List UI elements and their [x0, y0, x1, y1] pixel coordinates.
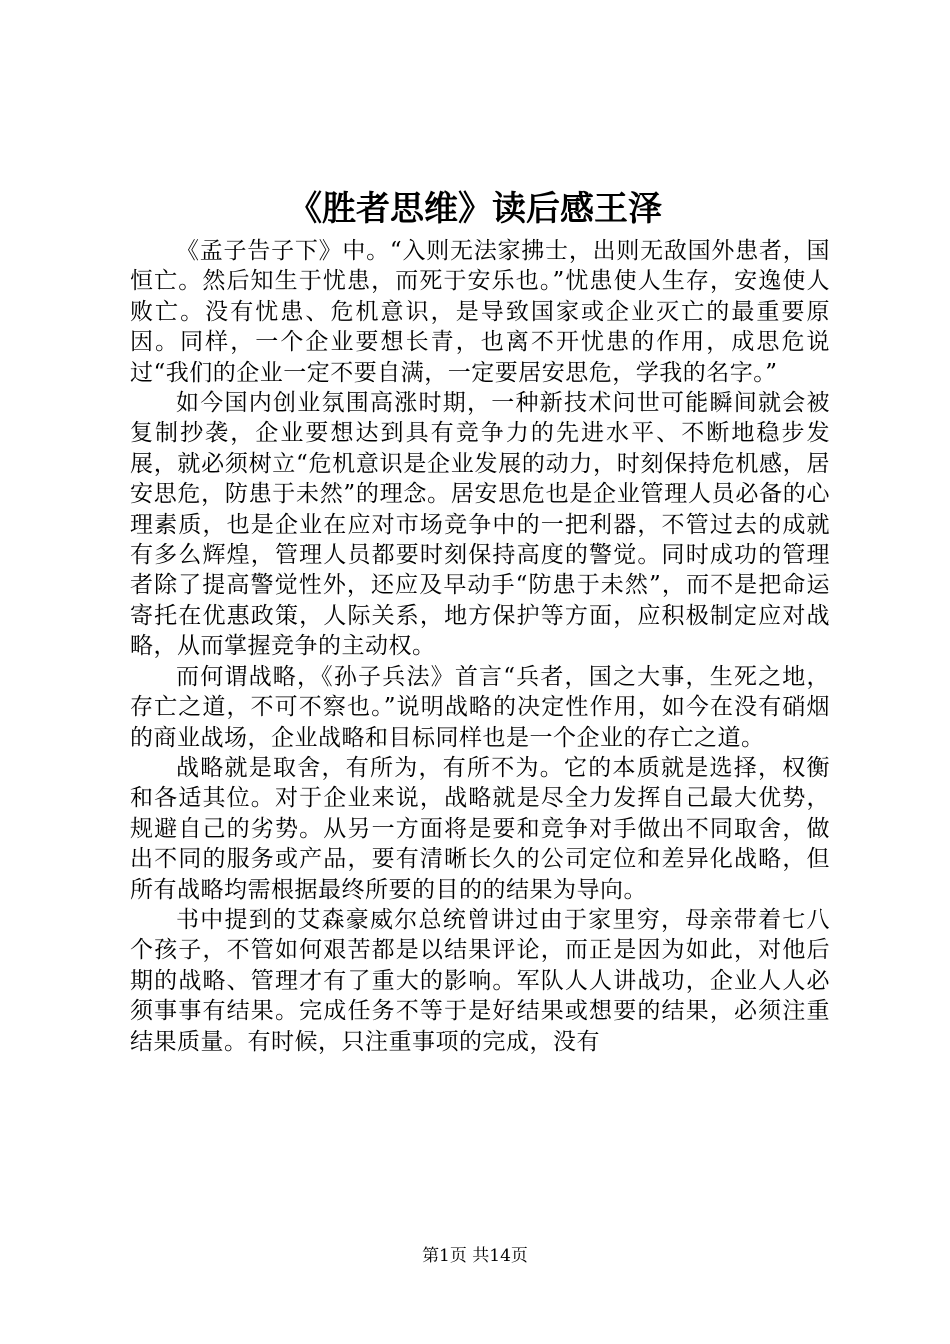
paragraph: 书中提到的艾森豪威尔总统曾讲过由于家里穷，母亲带着七八个孩子，不管如何艰苦都是以结果评论，而正是因为如此，对他后期的战略、管理才有了重大的影响。军队人人讲战功，企业人人必须事事有结果。完成任务不等于是好结果或想要的结果，必须注重结果质量。有时候，只注重事项的完成，没有: [130, 906, 830, 1055]
paragraph: 而何谓战略，《孙子兵法》首言“兵者，国之大事，生死之地，存亡之道，不可不察也。”说明战略的决定性作用，如今在没有硝烟的商业战场，企业战略和目标同样也是一个企业的存亡之道。: [130, 663, 830, 751]
paragraph: 《孟子告子下》中。“入则无法家拂士，出则无敌国外患者，国恒亡。然后知生于忧患，而死于安乐也。”忧患使人生存，安逸使人败亡。没有忧患、危机意识，是导致国家或企业灭亡的最重要原因。同样，一个企业要想长青，也离不开忧患的作用，成思危说过“我们的企业一定不要自满，一定要居安思危，学我的名字。”: [130, 238, 830, 386]
paragraph: 战略就是取舍，有所为，有所不为。它的本质就是选择，权衡和各适其位。对于企业来说，战略就是尽全力发挥自己最大优势，规避自己的劣势。从另一方面将是要和竞争对手做出不同取舍，做出不同的服务或产品，要有清晰长久的公司定位和差异化战略，但所有战略均需根据最终所要的目的的结果为导向。: [130, 754, 830, 903]
document-title: 《胜者思维》读后感王泽: [288, 189, 662, 229]
page-footer: 第1页 共14页: [422, 1246, 528, 1266]
document-body: [130, 236, 830, 1057]
paragraph: 如今国内创业氛围高涨时期，一种新技术问世可能瞬间就会被复制抄袭，企业要想达到具有竞争力的先进水平、不断地稳步发展，就必须树立“危机意识是企业发展的动力，时刻保持危机感，居安思危，防患于未然”的理念。居安思危也是企业管理人员必备的心理素质，也是企业在应对市场竞争中的一把利器，不管过去的成就有多么辉煌，管理人员都要时刻保持高度的警觉。同时成功的管理者除了提高警觉性外，还应及早动手“防患于未然”，而不是把命运寄托在优惠政策，人际关系，地方保护等方面，应积极制定应对战略，从而掌握竞争的主动权。: [130, 390, 830, 660]
